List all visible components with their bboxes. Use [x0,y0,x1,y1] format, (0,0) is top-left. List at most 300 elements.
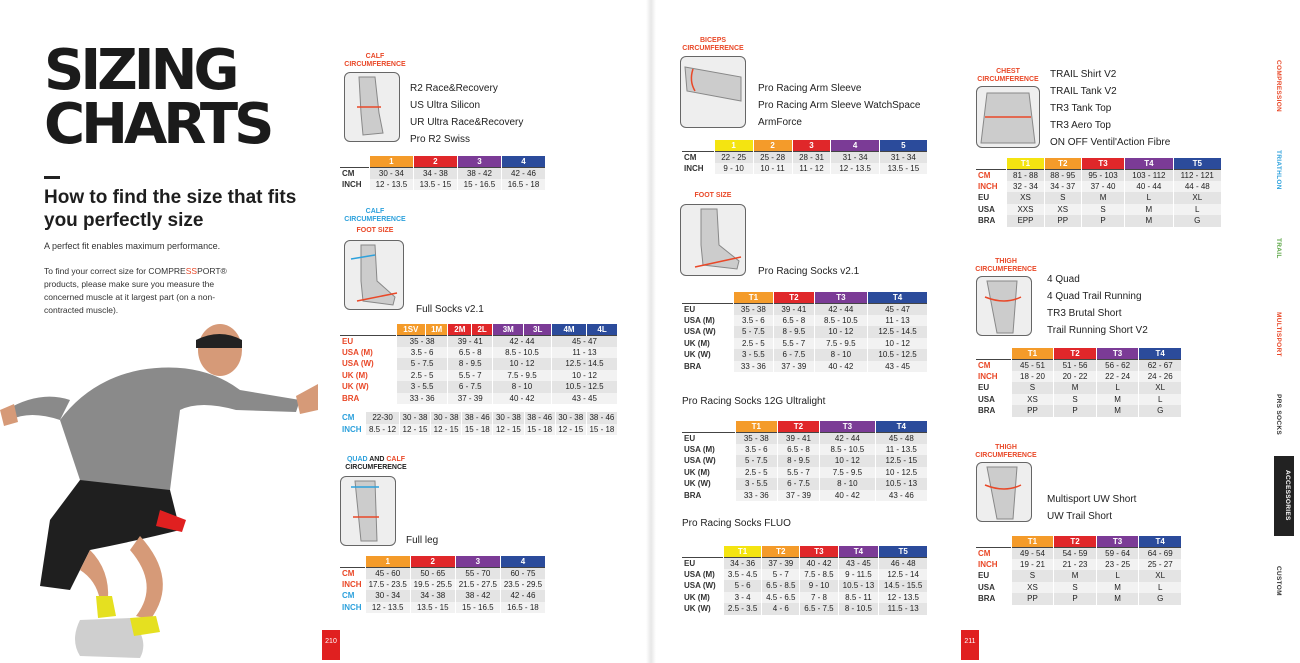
size-header: 1 [365,556,410,567]
row-label: CM [340,167,369,179]
row-label: BRA [340,393,396,405]
table-cell: 35 - 38 [396,335,448,347]
table-cell: 13.5 - 15 [879,163,927,175]
table-cell: PP [1011,405,1054,417]
table-cell: S [1054,582,1097,594]
header-spacer [340,556,365,567]
table-cell: 6.5 - 8 [448,347,493,359]
table-cell: 8 - 10.5 [838,603,879,615]
calf-products: R2 Race&Recovery US Ultra Silicon UR Ultra Race&Recovery Pro R2 Swiss [410,83,524,145]
table-row [682,163,928,175]
table-row [682,467,928,479]
body-text: To find your correct size for COMPRESSPORT® products, please make sure you measure the concerned muscle at it largest part (on a non-contracted muscle). [44,266,227,315]
table-row [976,570,1182,582]
socks-name: Full Socks v2.1 [416,304,484,315]
side-tab-custom[interactable]: CUSTOM [1275,566,1282,596]
racing-socks-name: Pro Racing Socks v2.1 [758,266,860,277]
table-cell: 2.5 - 3.5 [724,603,762,615]
table-cell: XXS [1007,204,1044,216]
table-cell: 12.5 - 14.5 [551,358,617,370]
table-row [976,371,1182,383]
intro-text: A perfect fit enables maximum performance. [44,241,221,251]
table-row [682,151,928,163]
table-row [340,424,618,436]
table-cell: 10.5 - 12.5 [551,381,617,393]
table-cell: 8 - 10 [814,349,867,361]
page-gutter [646,0,656,663]
row-label: UK (W) [340,381,396,393]
table-cell: 8.5 - 11 [838,592,879,604]
table-row [682,338,928,350]
table-cell: M [1096,582,1139,594]
row-label: CM [976,169,1007,181]
table-cell: 5.5 - 7 [774,338,815,350]
row-label: BRA [682,490,735,502]
table-cell: 59 - 64 [1096,547,1139,559]
fluo-name: Pro Racing Socks FLUO [682,518,791,529]
size-header: T2 [777,421,819,432]
size-header: 4 [831,140,879,151]
table-cell: 8 - 10 [820,478,876,490]
table-cell: XS [1011,394,1054,406]
fullleg-size-table [340,556,546,613]
row-label: USA (M) [682,569,724,581]
size-header: 3 [455,556,500,567]
table-cell: G [1139,405,1182,417]
size-header: 2M [448,324,472,335]
side-tab-compression[interactable]: COMPRESSION [1275,60,1282,113]
table-row [682,478,928,490]
table-cell: 10 - 12 [493,358,552,370]
table-cell: 23.5 - 29.5 [500,579,545,591]
table-cell: 25 - 28 [753,151,792,163]
side-tab-accessories[interactable]: ACCESSORIES [1284,470,1291,521]
quad-size-table [976,348,1182,417]
table-cell: 38 - 46 [524,412,555,424]
calf-illustration [344,72,400,142]
table-cell: M [1125,204,1173,216]
table-cell: 43 - 46 [875,490,927,502]
table-row [340,590,546,602]
table-cell: 7 - 8 [800,592,838,604]
table-row [682,592,928,604]
table-cell: 24 - 26 [1139,371,1182,383]
table-row [976,204,1222,216]
table-header-row [340,156,546,167]
table-cell: 6.5 - 8 [777,444,819,456]
table-row [976,359,1182,371]
table-cell: 3.5 - 6 [735,444,777,456]
size-header: T4 [838,546,879,557]
page-number-left: 210 [322,630,340,660]
size-header: T1 [724,546,762,557]
table-cell: 49 - 54 [1011,547,1054,559]
table-row [340,370,618,382]
table-cell: 42 - 44 [493,335,552,347]
header-spacer [682,292,733,303]
table-cell: 10 - 12 [820,455,876,467]
table-cell: 45 - 51 [1011,359,1054,371]
row-label: INCH [976,181,1007,193]
row-label: BRA [976,405,1011,417]
table-cell: 10 - 12 [868,338,928,350]
row-label: USA (W) [682,326,733,338]
row-label: UK (M) [682,592,724,604]
table-cell: 39 - 41 [777,432,819,444]
row-label: EU [976,570,1011,582]
table-cell: 33 - 36 [396,393,448,405]
table-cell: 81 - 88 [1007,169,1044,181]
row-label: EU [976,382,1011,394]
size-header: 3M [493,324,524,335]
table-cell: 30 - 38 [555,412,586,424]
table-cell: EPP [1007,215,1044,227]
socks-size-table [340,324,618,404]
table-cell: M [1096,593,1139,605]
row-label: BRA [682,361,733,373]
table-cell: 38 - 42 [455,590,500,602]
table-cell: 7.5 - 9.5 [820,467,876,479]
row-label: USA (W) [682,580,724,592]
table-cell: 5 - 7.5 [735,455,777,467]
table-cell: 3.5 - 4.5 [724,569,762,581]
size-header: T3 [1096,348,1139,359]
table-cell: 11 - 13 [868,315,928,327]
table-cell: 15 - 18 [586,424,617,436]
row-label: INCH [340,602,365,614]
table-header-row [682,546,928,557]
table-cell: 34 - 36 [724,557,762,569]
table-row [682,349,928,361]
table-cell: P [1081,215,1124,227]
table-cell: 12 - 13.5 [831,163,879,175]
row-label: EU [682,557,724,569]
table-cell: 40 - 42 [820,490,876,502]
table-cell: 39 - 41 [774,303,815,315]
row-label: CM [976,547,1011,559]
table-cell: 8.5 - 12 [366,424,400,436]
table-cell: G [1173,215,1221,227]
row-label: INCH [340,424,366,436]
table-cell: 6 - 7.5 [774,349,815,361]
table-header-row [976,536,1182,547]
side-tab-multisport[interactable]: MULTISPORT [1275,312,1282,357]
table-row [340,579,546,591]
table-cell: 45 - 47 [868,303,928,315]
table-cell: 30 - 38 [493,412,524,424]
table-cell: 35 - 38 [735,432,777,444]
row-label: INCH [976,371,1011,383]
size-header: T1 [1007,158,1044,169]
table-cell: 42 - 44 [820,432,876,444]
table-row [682,580,928,592]
size-header: T3 [800,546,838,557]
thigh-illustration [976,276,1032,336]
table-cell: 8 - 10 [493,381,552,393]
table-cell: 3 - 4 [724,592,762,604]
size-header: T2 [1054,536,1097,547]
table-cell: 12 - 15 [431,424,462,436]
table-cell: 10 - 12.5 [875,467,927,479]
table-row [682,303,928,315]
table-cell: 9 - 11.5 [838,569,879,581]
size-header: T2 [1054,348,1097,359]
table-cell: 8 - 9.5 [777,455,819,467]
uw-products: Multisport UW Short UW Trail Short [1047,494,1137,522]
size-header: T3 [1096,536,1139,547]
table-row [682,326,928,338]
table-cell: 12.5 - 15 [875,455,927,467]
table-cell: M [1125,215,1173,227]
table-cell: 45 - 60 [365,567,410,579]
table-cell: 15 - 16.5 [455,602,500,614]
row-label: CM [340,567,365,579]
side-tab-triathlon[interactable]: TRIATHLON [1275,150,1282,190]
table-cell: 31 - 34 [831,151,879,163]
thigh-label-2: THIGH CIRCUMFERENCE [975,444,1037,459]
header-spacer [682,140,714,151]
table-cell: 40 - 44 [1125,181,1173,193]
table-cell: 22-30 [366,412,400,424]
row-label: UK (W) [682,478,735,490]
size-header: 2 [410,556,455,567]
row-label: BRA [976,215,1007,227]
leg-illustration [340,476,396,546]
table-cell: 6 - 7.5 [448,381,493,393]
table-cell: 33 - 36 [735,490,777,502]
table-cell: S [1081,204,1124,216]
foot-size-label: FOOT SIZE [356,227,394,234]
row-label: USA (W) [340,358,396,370]
header-spacer [340,156,369,167]
table-cell: 17.5 - 23.5 [365,579,410,591]
table-cell: 12 - 15 [399,424,430,436]
table-cell: 12 - 13.5 [879,592,928,604]
table-cell: 11 - 13 [551,347,617,359]
row-label: USA (M) [682,315,733,327]
table-cell: 38 - 46 [586,412,617,424]
size-header: 4L [587,324,618,335]
table-cell: 8 - 9.5 [448,358,493,370]
calf-label-2: CALF CIRCUMFERENCE [344,208,406,223]
table-cell: 21 - 23 [1054,559,1097,571]
title-divider [44,176,60,179]
table-cell: 19 - 21 [1011,559,1054,571]
table-cell: 37 - 40 [1081,181,1124,193]
table-cell: XL [1139,570,1182,582]
table-cell: L [1096,570,1139,582]
size-header: T3 [814,292,867,303]
header-spacer [976,158,1007,169]
table-row [682,490,928,502]
table-row [976,215,1222,227]
table-cell: 23 - 25 [1096,559,1139,571]
size-header: T3 [820,421,876,432]
table-row [682,557,928,569]
table-cell: 42 - 46 [501,167,545,179]
table-cell: S [1011,382,1054,394]
table-cell: 4.5 - 6.5 [762,592,800,604]
row-label: EU [340,335,396,347]
table-cell: 62 - 67 [1139,359,1182,371]
table-cell: 8.5 - 10.5 [493,347,552,359]
table-cell: 5 - 7.5 [733,326,774,338]
size-header: T1 [733,292,774,303]
size-header: 1 [714,140,753,151]
table-row [340,567,546,579]
table-cell: 10.5 - 13 [838,580,879,592]
size-header: T1 [1011,536,1054,547]
table-row [976,593,1182,605]
table-cell: 34 - 38 [413,167,457,179]
table-cell: 7.5 - 8.5 [800,569,838,581]
table-cell: 15 - 18 [462,424,493,436]
row-label: USA (W) [682,455,735,467]
table-row [976,181,1222,193]
row-label: UK (M) [682,338,733,350]
table-row [976,547,1182,559]
size-header: 4M [551,324,586,335]
size-header: 2L [472,324,493,335]
quad-calf-label: QUAD AND CALF CIRCUMFERENCE [345,456,407,471]
side-tab-prs-socks[interactable]: PRS SOCKS [1275,394,1282,435]
row-label: USA (M) [682,444,735,456]
table-cell: M [1081,192,1124,204]
table-cell: 40 - 42 [493,393,552,405]
side-tab-trail[interactable]: TRAIL [1275,238,1282,259]
table-cell: S [1054,394,1097,406]
table-row [976,382,1182,394]
table-cell: 88 - 95 [1044,169,1081,181]
row-label: CM [340,412,366,424]
table-cell: 14.5 - 15.5 [879,580,928,592]
table-cell: 12 - 15 [493,424,524,436]
table-cell: 112 - 121 [1173,169,1221,181]
thigh-label: THIGH CIRCUMFERENCE [975,258,1037,273]
table-row [340,412,618,424]
table-cell: 6 - 7.5 [777,478,819,490]
table-cell: 5 - 7.5 [396,358,448,370]
row-label: UK (W) [682,349,733,361]
table-cell: 40 - 42 [814,361,867,373]
table-cell: 2.5 - 5 [735,467,777,479]
thigh-illustration-2 [976,462,1032,522]
table-cell: 19.5 - 25.5 [410,579,455,591]
table-row [340,179,546,191]
arm-size-table [682,140,928,174]
header-spacer [976,348,1011,359]
table-cell: XS [1044,204,1081,216]
table-cell: 10 - 12 [814,326,867,338]
row-label: UK (M) [682,467,735,479]
trail-size-table [976,158,1222,227]
row-label: CM [976,359,1011,371]
table-cell: M [1096,405,1139,417]
table-cell: 60 - 75 [500,567,545,579]
row-label: EU [682,432,735,444]
chest-illustration [976,86,1040,148]
size-header: T4 [875,421,927,432]
table-row [976,394,1182,406]
table-row [340,381,618,393]
table-cell: S [1011,570,1054,582]
table-cell: 11 - 13.5 [875,444,927,456]
table-cell: 3 - 5.5 [396,381,448,393]
table-cell: 4 - 6 [762,603,800,615]
row-label: UK (M) [340,370,396,382]
size-header: T4 [1125,158,1173,169]
racing-sock-illustration [680,204,746,276]
table-row [340,347,618,359]
chest-label: CHEST CIRCUMFERENCE [977,68,1039,83]
table-row [682,455,928,467]
table-row [976,169,1222,181]
table-cell: 7.5 - 9.5 [493,370,552,382]
table-cell: 43 - 45 [838,557,879,569]
table-cell: 6.5 - 8.5 [762,580,800,592]
table-cell: P [1054,593,1097,605]
table-header-row [682,421,928,432]
table-cell: 3 - 5.5 [735,478,777,490]
table-row [976,192,1222,204]
table-cell: 38 - 46 [462,412,493,424]
size-header: 2 [753,140,792,151]
table-cell: 22 - 25 [714,151,753,163]
table-cell: 33 - 36 [733,361,774,373]
size-header: 1SV [396,324,425,335]
table-cell: 45 - 47 [551,335,617,347]
table-header-row [976,158,1222,169]
table-cell: M [1054,570,1097,582]
size-header: 2 [413,156,457,167]
header-spacer [682,421,735,432]
size-header: T5 [879,546,928,557]
table-cell: 12 - 13.5 [369,179,413,191]
table-cell: 32 - 34 [1007,181,1044,193]
size-header: 3 [792,140,831,151]
row-label: EU [976,192,1007,204]
table-header-row [976,348,1182,359]
table-cell: 12.5 - 14.5 [868,326,928,338]
calf-size-table [340,156,546,190]
table-cell: 38 - 42 [457,167,501,179]
socks-cm-table [340,412,618,435]
table-cell: 51 - 56 [1054,359,1097,371]
table-cell: 8.5 - 10.5 [820,444,876,456]
table-cell: 64 - 69 [1139,547,1182,559]
size-header: 3 [457,156,501,167]
runner-image [0,300,320,663]
table-row [976,405,1182,417]
table-row [976,582,1182,594]
table-cell: XS [1011,582,1054,594]
racing-socks-table [682,292,928,372]
quad-products: 4 Quad 4 Quad Trail Running TR3 Brutal Short Trail Running Short V2 [1047,274,1148,336]
table-cell: 50 - 65 [410,567,455,579]
table-cell: M [1054,382,1097,394]
row-label: INCH [682,163,714,175]
row-label: INCH [340,579,365,591]
table-row [682,444,928,456]
header-spacer [976,536,1011,547]
table-row [682,432,928,444]
table-cell: 13.5 - 15 [413,179,457,191]
table-cell: L [1173,204,1221,216]
arm-products: Pro Racing Arm Sleeve Pro Racing Arm Sleeve WatchSpace ArmForce [758,83,921,128]
row-label: USA [976,394,1011,406]
table-cell: XL [1173,192,1221,204]
size-header: T2 [762,546,800,557]
